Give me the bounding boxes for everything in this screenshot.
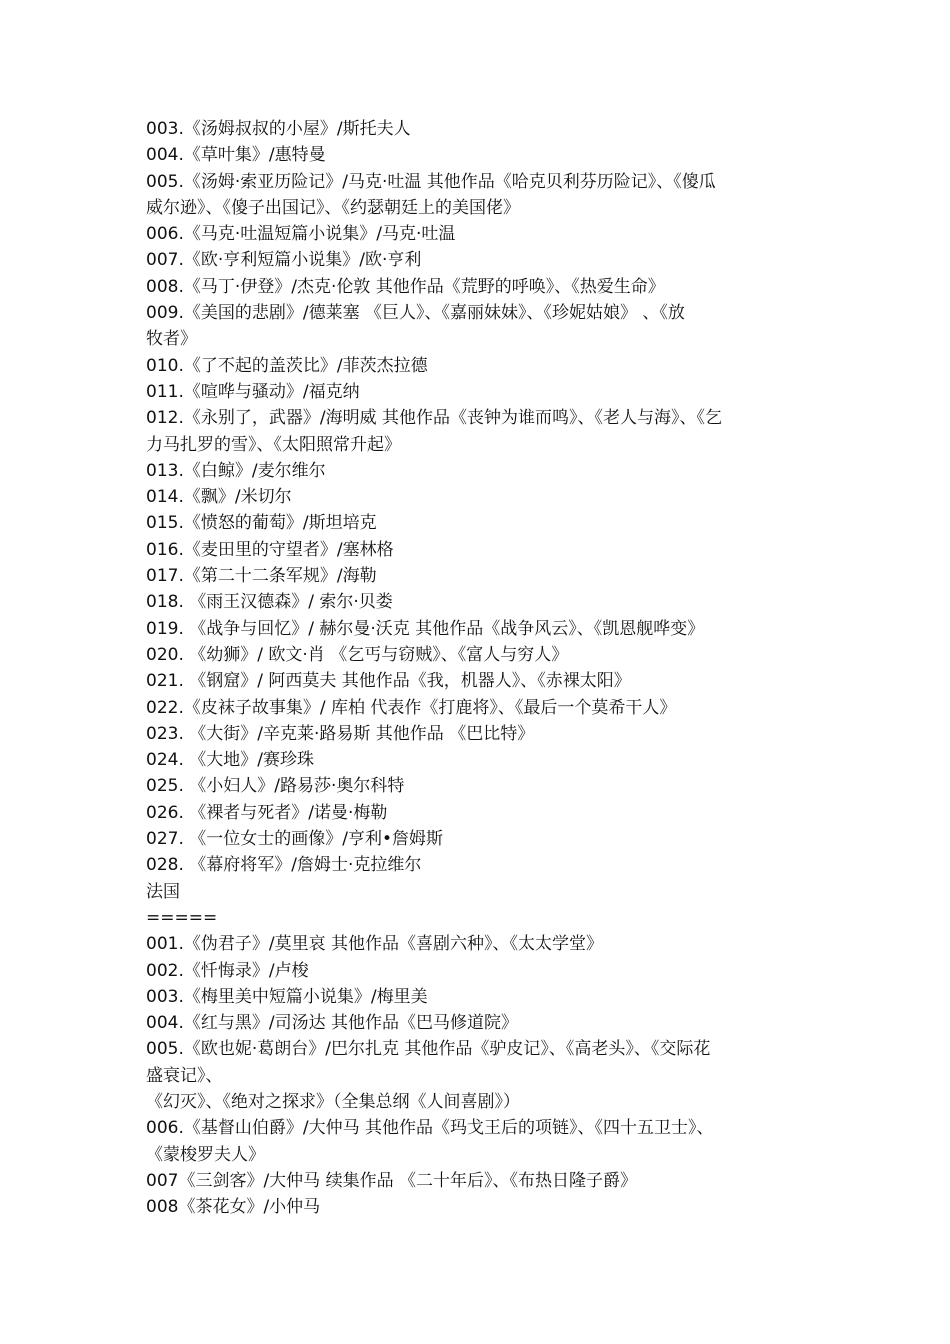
text-line: 008.《马丁·伊登》/杰克·伦敦 其他作品《荒野的呼唤》、《热爱生命》 <box>146 276 665 297</box>
text-line: 003.《梅里美中短篇小说集》/梅里美 <box>146 986 428 1007</box>
text-line: 027. 《一位女士的画像》/亨利•詹姆斯 <box>146 829 444 850</box>
text-line: 022.《皮袜子故事集》/ 库柏 代表作《打鹿将》、《最后一个莫希干人》 <box>146 697 677 718</box>
text-line: 009.《美国的悲剧》/德莱塞 《巨人》、《嘉丽妹妹》、《珍妮姑娘》 、《放 <box>146 303 685 324</box>
text-line: 012.《永别了，武器》/海明威 其他作品《丧钟为谁而鸣》、《老人与海》、《乞 <box>146 408 722 429</box>
text-line: 026. 《裸者与死者》/诺曼·梅勒 <box>146 802 388 823</box>
text-line: 018. 《雨王汉德森》/ 索尔·贝娄 <box>146 592 393 613</box>
text-line: 003.《汤姆叔叔的小屋》/斯托夫人 <box>146 119 411 139</box>
text-line: 025. 《小妇人》/路易莎·奥尔科特 <box>146 776 405 797</box>
document-body <box>146 116 826 1220</box>
text-line: 006.《马克·吐温短篇小说集》/马克·吐温 <box>146 224 456 245</box>
text-line: 盛衰记》、 <box>146 1065 223 1086</box>
text-line: 004.《草叶集》/惠特曼 <box>146 145 326 166</box>
text-line: 007《三剑客》/大仲马 续集作品 《二十年后》、《布热日隆子爵》 <box>146 1170 637 1191</box>
text-line: 017.《第二十二条军规》/海勒 <box>146 566 377 587</box>
text-line: 021. 《钢窟》/ 阿西莫夫 其他作品《我，机器人》、《赤裸太阳》 <box>146 671 631 692</box>
text-line: 024. 《大地》/赛珍珠 <box>146 750 314 771</box>
text-line: 005.《汤姆·索亚历险记》/马克·吐温 其他作品《哈克贝利芬历险记》、《傻瓜 <box>146 171 716 192</box>
text-line: 《幻灭》、《绝对之探求》（全集总纲《人间喜剧》） <box>146 1091 520 1112</box>
text-line: 019. 《战争与回忆》/ 赫尔曼·沃克 其他作品《战争风云》、《凯恩舰哗变》 <box>146 618 705 639</box>
text-line: 《蒙梭罗夫人》 <box>146 1144 265 1165</box>
text-line: 威尔逊》、《傻子出国记》、《约瑟朝廷上的美国佬》 <box>146 197 520 218</box>
text-line: 004.《红与黑》/司汤达 其他作品《巴马修道院》 <box>146 1013 518 1034</box>
text-line: 015.《愤怒的葡萄》/斯坦培克 <box>146 513 377 534</box>
text-line: 002.《忏悔录》/卢梭 <box>146 960 309 981</box>
text-line: 020. 《幼狮》/ 欧文·肖 《乞丐与窃贼》、《富人与穷人》 <box>146 644 569 665</box>
text-line: 016.《麦田里的守望者》/塞林格 <box>146 539 394 560</box>
text-line: 001.《伪君子》/莫里哀 其他作品《喜剧六种》、《太太学堂》 <box>146 934 603 955</box>
text-line: 011.《喧哗与骚动》/福克纳 <box>146 381 360 402</box>
text-line: 力马扎罗的雪》、《太阳照常升起》 <box>146 434 401 455</box>
section-heading: 法国 <box>146 881 180 902</box>
text-line: 010.《了不起的盖茨比》/菲茨杰拉德 <box>146 355 428 376</box>
text-line: 023. 《大街》/辛克莱·路易斯 其他作品 《巴比特》 <box>146 723 535 744</box>
text-line: 牧者》 <box>146 329 197 350</box>
text-line: 008《茶花女》/小仲马 <box>146 1197 321 1218</box>
text-line: 005.《欧也妮·葛朗台》/巴尔扎克 其他作品《驴皮记》、《高老头》、《交际花 <box>146 1039 711 1060</box>
text-line: 013.《白鲸》/麦尔维尔 <box>146 460 326 481</box>
text-line: 028. 《幕府将军》/詹姆士·克拉维尔 <box>146 855 422 876</box>
text-line: 014.《飘》/米切尔 <box>146 487 292 508</box>
text-line: 006.《基督山伯爵》/大仲马 其他作品《玛戈王后的项链》、《四十五卫士》、 <box>146 1118 714 1139</box>
section-divider: ===== <box>146 907 218 928</box>
text-line: 007.《欧·亨利短篇小说集》/欧·亨利 <box>146 250 422 271</box>
